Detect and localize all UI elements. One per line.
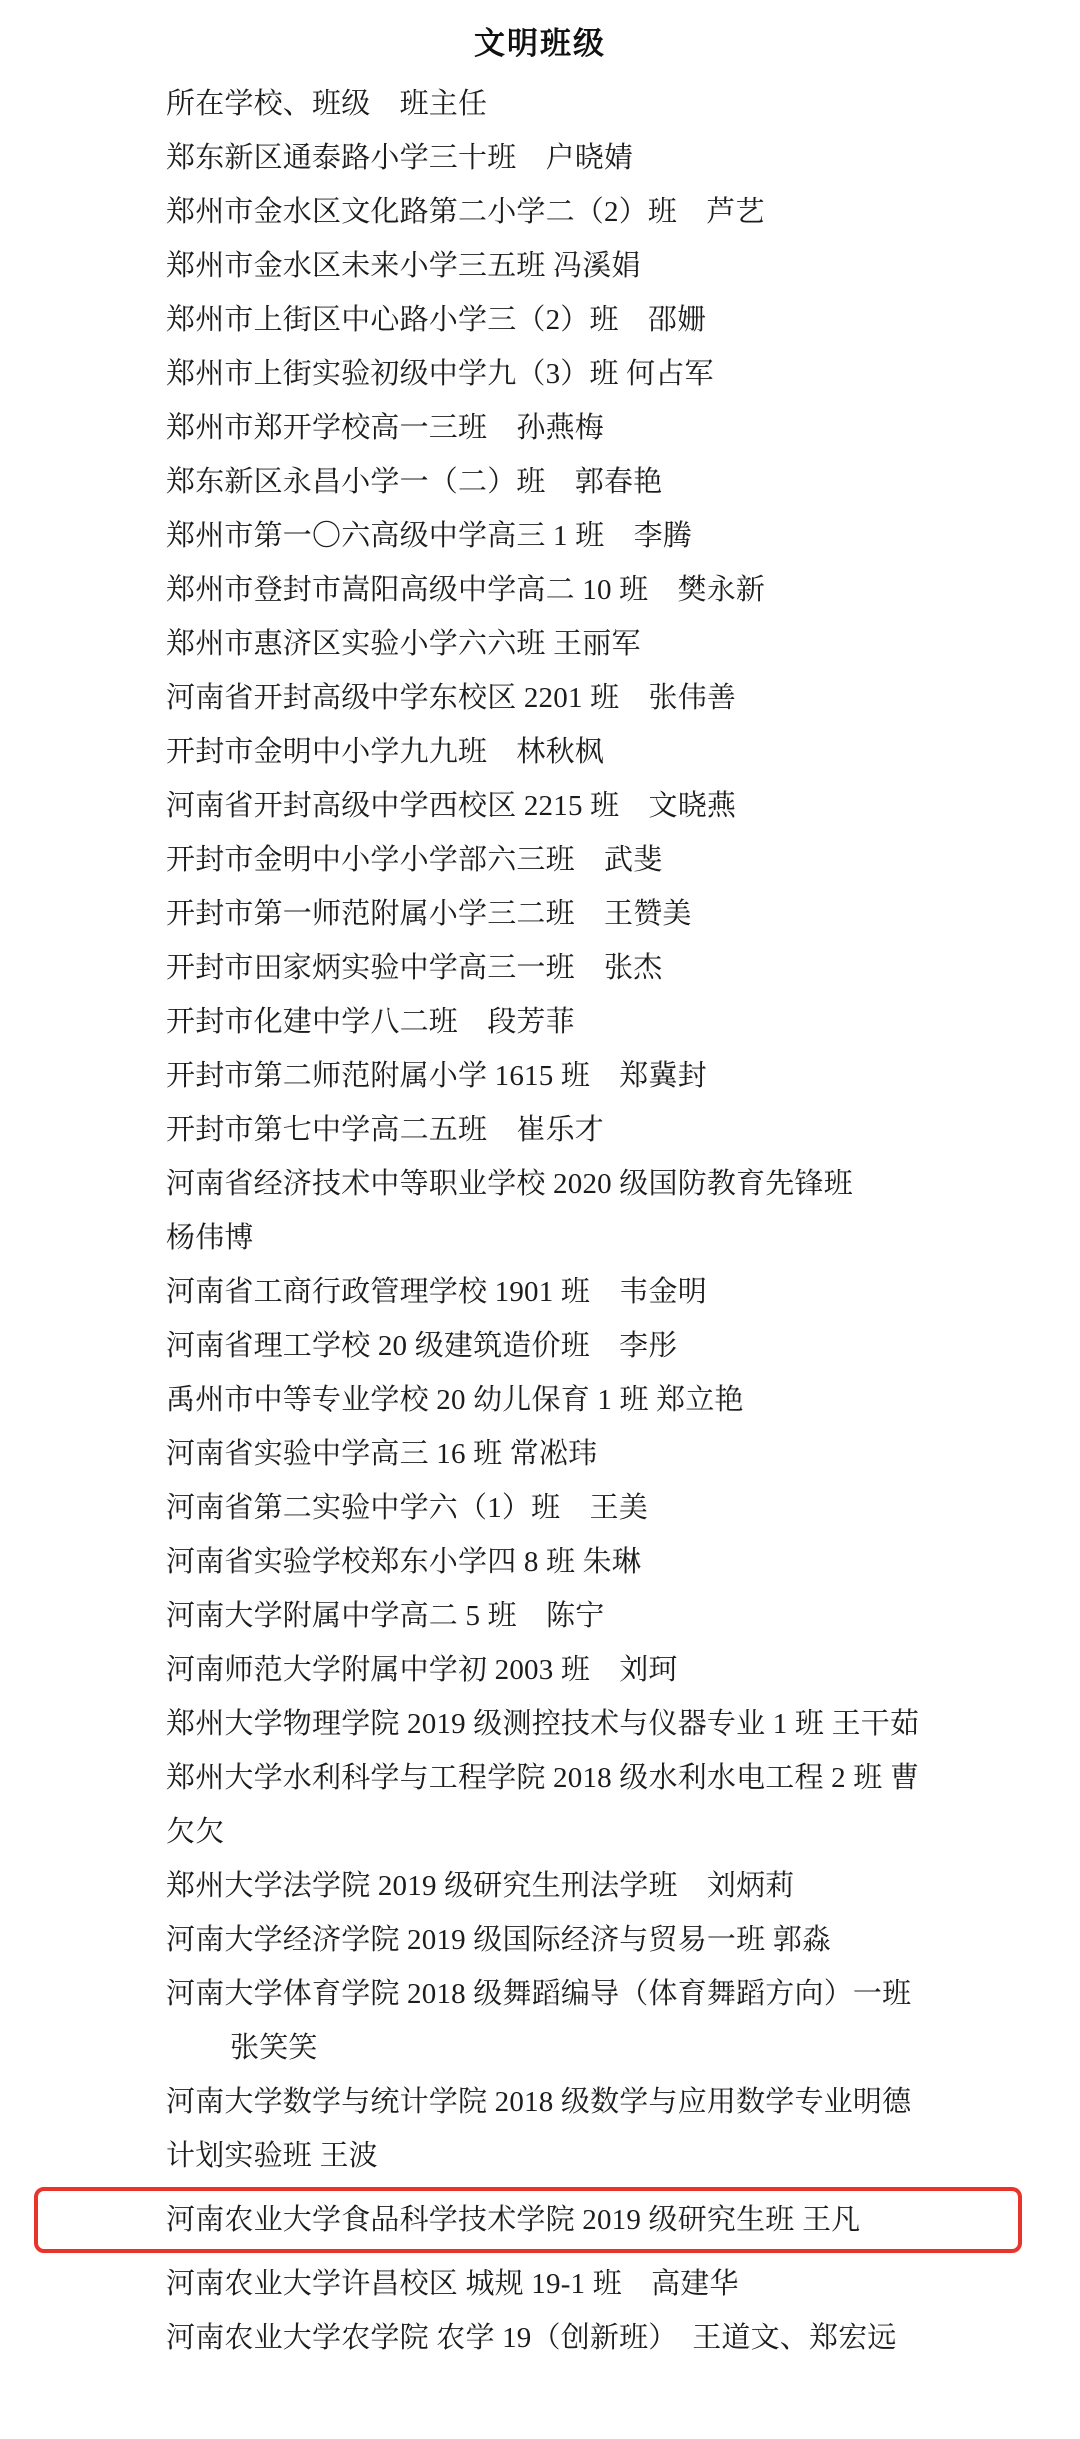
list-item: 郑州市金水区未来小学三五班 冯溪娟 <box>166 250 641 282</box>
list-item: 郑州市上街实验初级中学九（3）班 何占军 <box>166 358 714 390</box>
list-item: 开封市第二师范附属小学 1615 班 郑冀封 <box>166 1060 707 1092</box>
list-header: 所在学校、班级 班主任 <box>166 88 488 120</box>
list-item: 开封市金明中小学小学部六三班 武斐 <box>166 844 663 876</box>
list-item: 河南省实验中学高三 16 班 常凇玮 <box>166 1438 598 1470</box>
list-item: 河南省实验学校郑东小学四 8 班 朱琳 <box>166 1546 642 1578</box>
list-item: 河南省工商行政管理学校 1901 班 韦金明 <box>166 1276 707 1308</box>
list-item: 郑州市第一〇六高级中学高三 1 班 李腾 <box>166 520 693 552</box>
list-item: 河南省开封高级中学西校区 2215 班 文晓燕 <box>166 790 737 822</box>
list-item: 河南省开封高级中学东校区 2201 班 张伟善 <box>166 682 737 714</box>
page-title: 文明班级 <box>474 26 606 61</box>
list-item: 河南农业大学农学院 农学 19（创新班） 王道文、郑宏远 <box>166 2322 897 2354</box>
list-item: 开封市化建中学八二班 段芳菲 <box>166 1006 575 1038</box>
list-item: 计划实验班 王波 <box>166 2140 378 2172</box>
list-item: 河南省经济技术中等职业学校 2020 级国防教育先锋班 <box>166 1168 853 1200</box>
list-item: 禹州市中等专业学校 20 幼儿保育 1 班 郑立艳 <box>166 1384 744 1416</box>
list-item: 郑州大学水利科学与工程学院 2018 级水利水电工程 2 班 曹 <box>166 1762 920 1794</box>
list-item: 开封市田家炳实验中学高三一班 张杰 <box>166 952 663 984</box>
list-item: 河南师范大学附属中学初 2003 班 刘珂 <box>166 1654 678 1686</box>
list-item: 郑州大学法学院 2019 级研究生刑法学班 刘炳莉 <box>166 1870 795 1902</box>
list-item: 开封市第七中学高二五班 崔乐才 <box>166 1114 605 1146</box>
list-item: 河南省理工学校 20 级建筑造价班 李彤 <box>166 1330 678 1362</box>
highlight-box <box>34 2187 1046 2253</box>
list-item: 河南省第二实验中学六（1）班 王美 <box>166 1492 648 1524</box>
list-item: 河南大学经济学院 2019 级国际经济与贸易一班 郭淼 <box>166 1924 832 1956</box>
list-item: 杨伟博 <box>166 1222 254 1254</box>
list-item: 河南农业大学许昌校区 城规 19-1 班 高建华 <box>166 2268 739 2300</box>
list-item: 河南大学附属中学高二 5 班 陈宁 <box>166 1600 605 1632</box>
list-item: 张笑笑 <box>230 2032 318 2064</box>
list-item: 开封市金明中小学九九班 林秋枫 <box>166 736 605 768</box>
entries-container <box>34 131 1046 2365</box>
list-item: 郑州大学物理学院 2019 级测控技术与仪器专业 1 班 王干茹 <box>166 1708 920 1740</box>
list-item: 郑东新区通泰路小学三十班 户晓婧 <box>166 142 634 174</box>
list-item: 郑州市登封市嵩阳高级中学高二 10 班 樊永新 <box>166 574 766 606</box>
list-item: 河南大学体育学院 2018 级舞蹈编导（体育舞蹈方向）一班 <box>166 1978 912 2010</box>
list-item: 郑州市金水区文化路第二小学二（2）班 芦艺 <box>166 196 765 228</box>
highlighted-entry: 河南农业大学食品科学技术学院 2019 级研究生班 王凡 <box>34 2187 1022 2253</box>
list-item: 郑州市上街区中心路小学三（2）班 邵姗 <box>166 304 707 336</box>
list-item: 郑州市郑开学校高一三班 孙燕梅 <box>166 412 605 444</box>
list-item: 河南大学数学与统计学院 2018 级数学与应用数学专业明德 <box>166 2086 912 2118</box>
list-item: 开封市第一师范附属小学三二班 王赞美 <box>166 898 692 930</box>
list-item: 郑州市惠济区实验小学六六班 王丽军 <box>166 628 641 660</box>
list-item: 郑东新区永昌小学一（二）班 郭春艳 <box>166 466 663 498</box>
list-item: 欠欠 <box>166 1816 225 1848</box>
entry-list <box>0 77 1080 2365</box>
